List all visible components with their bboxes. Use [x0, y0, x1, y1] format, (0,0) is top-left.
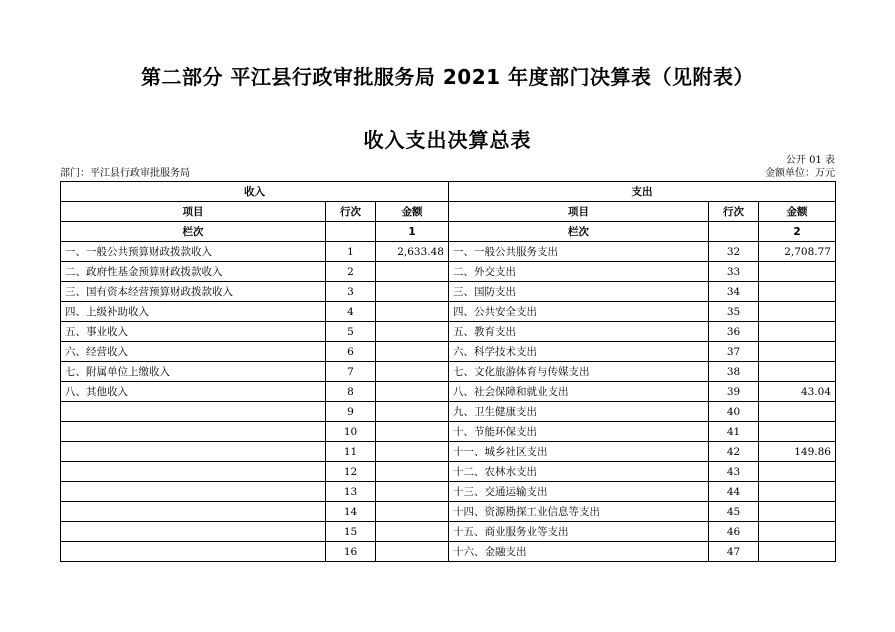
expense-row-no-cell: 42 [709, 442, 759, 462]
expense-amount-cell [759, 422, 836, 442]
income-expense-table [60, 181, 836, 562]
income-item-cell [61, 442, 326, 462]
expense-item-cell: 一、一般公共服务支出 [449, 242, 709, 262]
document-title: 第二部分 平江县行政审批服务局 2021 年度部门决算表（见附表） [140, 65, 755, 89]
income-item-cell [61, 402, 326, 422]
expense-amount-cell [759, 322, 836, 342]
table-row [61, 362, 836, 382]
expense-row-no-cell: 33 [709, 262, 759, 282]
income-column-number: 1 [376, 222, 449, 242]
income-amount-cell [376, 442, 449, 462]
expense-row-no-cell: 43 [709, 462, 759, 482]
table-row [61, 382, 836, 402]
expense-amount-cell [759, 542, 836, 562]
table-row [61, 502, 836, 522]
expense-header: 支出 [449, 182, 836, 202]
income-amount-cell [376, 382, 449, 402]
table-row [61, 442, 836, 462]
income-row-no-cell: 4 [326, 302, 376, 322]
expense-item-cell: 六、科学技术支出 [449, 342, 709, 362]
income-row-no-cell: 1 [326, 242, 376, 262]
income-amount-cell: 2,633.48 [376, 242, 449, 262]
income-amount-cell [376, 342, 449, 362]
table-row [61, 402, 836, 422]
income-row-no-cell: 11 [326, 442, 376, 462]
expense-lanci-empty [709, 222, 759, 242]
form-number: 公开 01 表 [785, 155, 835, 166]
expense-amount-cell: 149.86 [759, 442, 836, 462]
expense-item-header: 项目 [449, 202, 709, 222]
income-row-no-cell: 5 [326, 322, 376, 342]
expense-row-no-cell: 40 [709, 402, 759, 422]
income-amount-cell [376, 362, 449, 382]
income-amount-cell [376, 402, 449, 422]
income-item-cell [61, 462, 326, 482]
expense-row-no-cell: 41 [709, 422, 759, 442]
income-item-cell: 五、事业收入 [61, 322, 326, 342]
table-row [61, 322, 836, 342]
expense-row-no-cell: 37 [709, 342, 759, 362]
expense-amount-cell [759, 462, 836, 482]
income-lanci-empty [326, 222, 376, 242]
expense-amount-cell [759, 262, 836, 282]
expense-row-no-cell: 36 [709, 322, 759, 342]
table-row [61, 522, 836, 542]
income-row-no-cell: 7 [326, 362, 376, 382]
expense-item-cell: 十五、商业服务业等支出 [449, 522, 709, 542]
expense-row-no-header: 行次 [709, 202, 759, 222]
income-item-cell: 一、一般公共预算财政拨款收入 [61, 242, 326, 262]
income-amount-cell [376, 262, 449, 282]
table-row [61, 342, 836, 362]
income-item-cell [61, 482, 326, 502]
expense-row-no-cell: 38 [709, 362, 759, 382]
income-amount-cell [376, 482, 449, 502]
income-header: 收入 [61, 182, 449, 202]
table-row [61, 282, 836, 302]
income-row-no-cell: 3 [326, 282, 376, 302]
expense-amount-cell [759, 282, 836, 302]
income-row-no-cell: 6 [326, 342, 376, 362]
expense-row-no-cell: 35 [709, 302, 759, 322]
expense-amount-cell [759, 342, 836, 362]
expense-item-cell: 二、外交支出 [449, 262, 709, 282]
expense-item-cell: 四、公共安全支出 [449, 302, 709, 322]
table-row [61, 302, 836, 322]
expense-row-no-cell: 46 [709, 522, 759, 542]
section-header-row [61, 182, 836, 202]
income-amount-cell [376, 542, 449, 562]
amount-unit-label: 金额单位：万元 [765, 168, 835, 179]
table-row [61, 242, 836, 262]
column-header-row [61, 202, 836, 222]
income-row-no-cell: 16 [326, 542, 376, 562]
income-row-no-cell: 9 [326, 402, 376, 422]
income-amount-header: 金额 [376, 202, 449, 222]
expense-item-cell: 十六、金融支出 [449, 542, 709, 562]
income-amount-cell [376, 322, 449, 342]
income-item-cell: 二、政府性基金预算财政拨款收入 [61, 262, 326, 282]
income-row-no-cell: 13 [326, 482, 376, 502]
income-item-cell: 四、上级补助收入 [61, 302, 326, 322]
income-row-no-cell: 14 [326, 502, 376, 522]
income-row-no-cell: 8 [326, 382, 376, 402]
expense-item-cell: 十一、城乡社区支出 [449, 442, 709, 462]
expense-item-cell: 八、社会保障和就业支出 [449, 382, 709, 402]
expense-item-cell: 九、卫生健康支出 [449, 402, 709, 422]
table-row [61, 482, 836, 502]
expense-amount-cell [759, 302, 836, 322]
expense-amount-cell [759, 402, 836, 422]
expense-amount-cell [759, 522, 836, 542]
expense-amount-cell [759, 482, 836, 502]
income-item-header: 项目 [61, 202, 326, 222]
expense-row-no-cell: 32 [709, 242, 759, 262]
table-row [61, 422, 836, 442]
table-title: 收入支出决算总表 [363, 128, 532, 152]
income-row-no-cell: 15 [326, 522, 376, 542]
income-amount-cell [376, 522, 449, 542]
income-amount-cell [376, 282, 449, 302]
income-lanci-label: 栏次 [61, 222, 326, 242]
expense-row-no-cell: 45 [709, 502, 759, 522]
income-item-cell [61, 542, 326, 562]
expense-item-cell: 十四、资源勘探工业信息等支出 [449, 502, 709, 522]
income-row-no-cell: 10 [326, 422, 376, 442]
table-row [61, 542, 836, 562]
expense-amount-cell [759, 362, 836, 382]
expense-item-cell: 三、国防支出 [449, 282, 709, 302]
table-row [61, 262, 836, 282]
expense-column-number: 2 [759, 222, 836, 242]
expense-lanci-label: 栏次 [449, 222, 709, 242]
expense-row-no-cell: 47 [709, 542, 759, 562]
expense-amount-cell: 43.04 [759, 382, 836, 402]
income-amount-cell [376, 422, 449, 442]
expense-item-cell: 十、节能环保支出 [449, 422, 709, 442]
expense-amount-cell [759, 502, 836, 522]
expense-row-no-cell: 34 [709, 282, 759, 302]
income-amount-cell [376, 302, 449, 322]
expense-row-no-cell: 39 [709, 382, 759, 402]
expense-item-cell: 五、教育支出 [449, 322, 709, 342]
income-item-cell: 三、国有资本经营预算财政拨款收入 [61, 282, 326, 302]
column-number-row [61, 222, 836, 242]
income-item-cell: 六、经营收入 [61, 342, 326, 362]
expense-item-cell: 七、文化旅游体育与传媒支出 [449, 362, 709, 382]
income-item-cell: 八、其他收入 [61, 382, 326, 402]
expense-row-no-cell: 44 [709, 482, 759, 502]
expense-item-cell: 十二、农林水支出 [449, 462, 709, 482]
income-item-cell [61, 422, 326, 442]
expense-amount-cell: 2,708.77 [759, 242, 836, 262]
income-row-no-cell: 2 [326, 262, 376, 282]
expense-item-cell: 十三、交通运输支出 [449, 482, 709, 502]
expense-amount-header: 金额 [759, 202, 836, 222]
income-amount-cell [376, 502, 449, 522]
department-label: 部门：平江县行政审批服务局 [60, 168, 190, 179]
table-row [61, 462, 836, 482]
income-item-cell [61, 502, 326, 522]
income-row-no-header: 行次 [326, 202, 376, 222]
income-item-cell: 七、附属单位上缴收入 [61, 362, 326, 382]
income-amount-cell [376, 462, 449, 482]
income-item-cell [61, 522, 326, 542]
income-row-no-cell: 12 [326, 462, 376, 482]
